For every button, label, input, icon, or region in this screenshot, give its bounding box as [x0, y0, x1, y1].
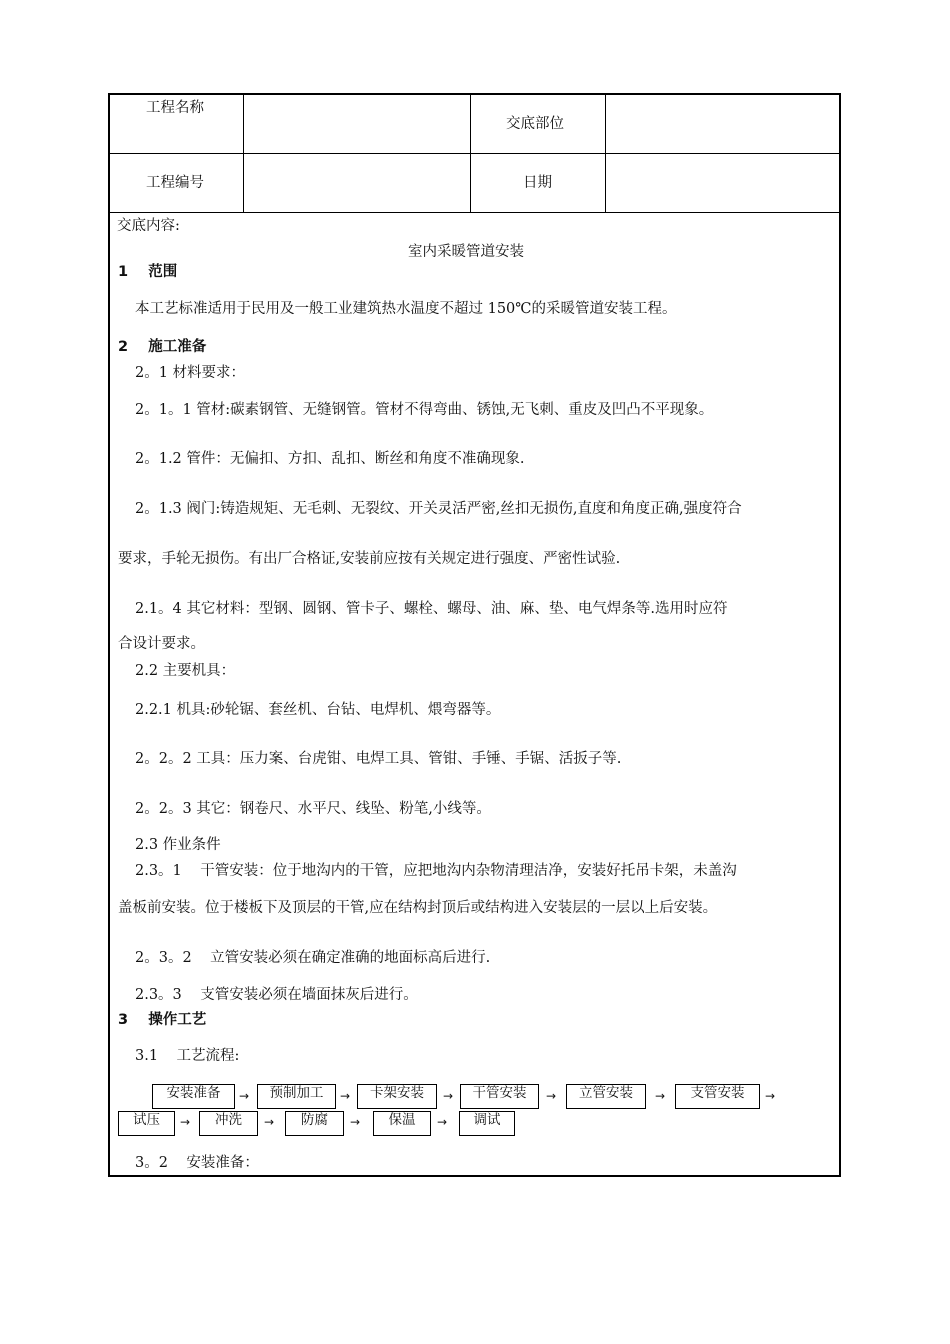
header-row-divider: [108, 153, 841, 154]
arrow-icon: →: [239, 1089, 250, 1103]
section-1-heading: 1 范围: [118, 264, 178, 280]
section-3-heading: 3 操作工艺: [118, 1012, 207, 1028]
handover-part-label: 交底部位: [506, 116, 564, 132]
section-2-1: 2。1 材料要求：: [135, 365, 246, 381]
section-2-3-1-line-2: 盖板前安装。位于楼板下及顶层的干管,应在结构封顶后或结构进入安装层的一层以上后安装。: [118, 900, 718, 916]
arrow-icon: →: [340, 1089, 351, 1103]
section-2-3-3: 2.3。3 支管安装必须在墙面抹灰后进行。: [135, 987, 418, 1003]
section-2-1-2: 2。1.2 管件：无偏扣、方扣、乱扣、断丝和角度不准确现象.: [135, 451, 525, 467]
flow-step: 立管安装: [566, 1084, 646, 1109]
flow-step: 保温: [373, 1111, 431, 1136]
arrow-icon: →: [655, 1089, 666, 1103]
section-3-1: 3.1 工艺流程:: [135, 1048, 240, 1064]
content-label: 交底内容:: [117, 218, 180, 234]
arrow-icon: →: [350, 1115, 361, 1129]
arrow-icon: →: [546, 1089, 557, 1103]
section-2-3-1-line-1: 2.3。1 干管安装：位于地沟内的干管，应把地沟内杂物清理洁净，安装好托吊卡架，未盖沟: [135, 863, 737, 879]
header-bottom-divider: [108, 212, 841, 213]
arrow-icon: →: [264, 1115, 275, 1129]
arrow-icon: →: [765, 1089, 776, 1103]
section-2-2: 2.2 主要机具：: [135, 663, 236, 679]
header-col-divider-2: [470, 93, 471, 213]
flow-step: 调试: [459, 1111, 515, 1136]
arrow-icon: →: [443, 1089, 454, 1103]
flow-step: 安装准备: [152, 1084, 235, 1109]
document-title: 室内采暖管道安装: [408, 244, 524, 260]
section-2-2-3: 2。2。3 其它：钢卷尺、水平尺、线坠、粉笔,小线等。: [135, 801, 491, 817]
section-2-1-4-line-2: 合设计要求。: [118, 636, 205, 652]
header-col-divider-1: [243, 93, 244, 213]
section-2-1-3-line-1: 2。1.3 阀门:铸造规矩、无毛刺、无裂纹、开关灵活严密,丝扣无损伤,直度和角度正确,强度符合: [135, 501, 742, 517]
flow-step: 干管安装: [460, 1084, 539, 1109]
arrow-icon: →: [437, 1115, 448, 1129]
section-2-heading: 2 施工准备: [118, 339, 207, 355]
project-name-label: 工程名称: [146, 100, 204, 116]
flow-step: 预制加工: [257, 1084, 336, 1109]
project-number-label: 工程编号: [146, 175, 204, 191]
section-2-2-1: 2.2.1 机具:砂轮锯、套丝机、台钻、电焊机、煨弯器等。: [135, 702, 501, 718]
flow-step: 卡架安装: [357, 1084, 437, 1109]
header-col-divider-3: [605, 93, 606, 213]
arrow-icon: →: [180, 1115, 191, 1129]
date-label: 日期: [523, 175, 552, 191]
flow-step: 冲洗: [199, 1111, 258, 1136]
flow-step: 试压: [118, 1111, 175, 1136]
section-2-1-4-line-1: 2.1。4 其它材料：型钢、圆钢、管卡子、螺栓、螺母、油、麻、垫、电气焊条等.选用时应符: [135, 601, 728, 617]
section-2-2-2: 2。2。2 工具：压力案、台虎钳、电焊工具、管钳、手锤、手锯、活扳子等.: [135, 751, 622, 767]
section-2-1-1: 2。1。1 管材:碳素钢管、无缝钢管。管材不得弯曲、锈蚀,无飞刺、重皮及凹凸不平现象。: [135, 402, 714, 418]
section-3-2: 3。2 安装准备：: [135, 1155, 259, 1171]
section-2-3-2: 2。3。2 立管安装必须在确定准确的地面标高后进行.: [135, 950, 491, 966]
flow-step: 防腐: [285, 1111, 344, 1136]
section-1-paragraph: 本工艺标准适用于民用及一般工业建筑热水温度不超过 150℃的采暖管道安装工程。: [135, 301, 677, 317]
section-2-1-3-line-2: 要求，手轮无损伤。有出厂合格证,安装前应按有关规定进行强度、严密性试验.: [118, 551, 621, 567]
flow-step: 支管安装: [675, 1084, 760, 1109]
section-2-3: 2.3 作业条件: [135, 837, 221, 853]
